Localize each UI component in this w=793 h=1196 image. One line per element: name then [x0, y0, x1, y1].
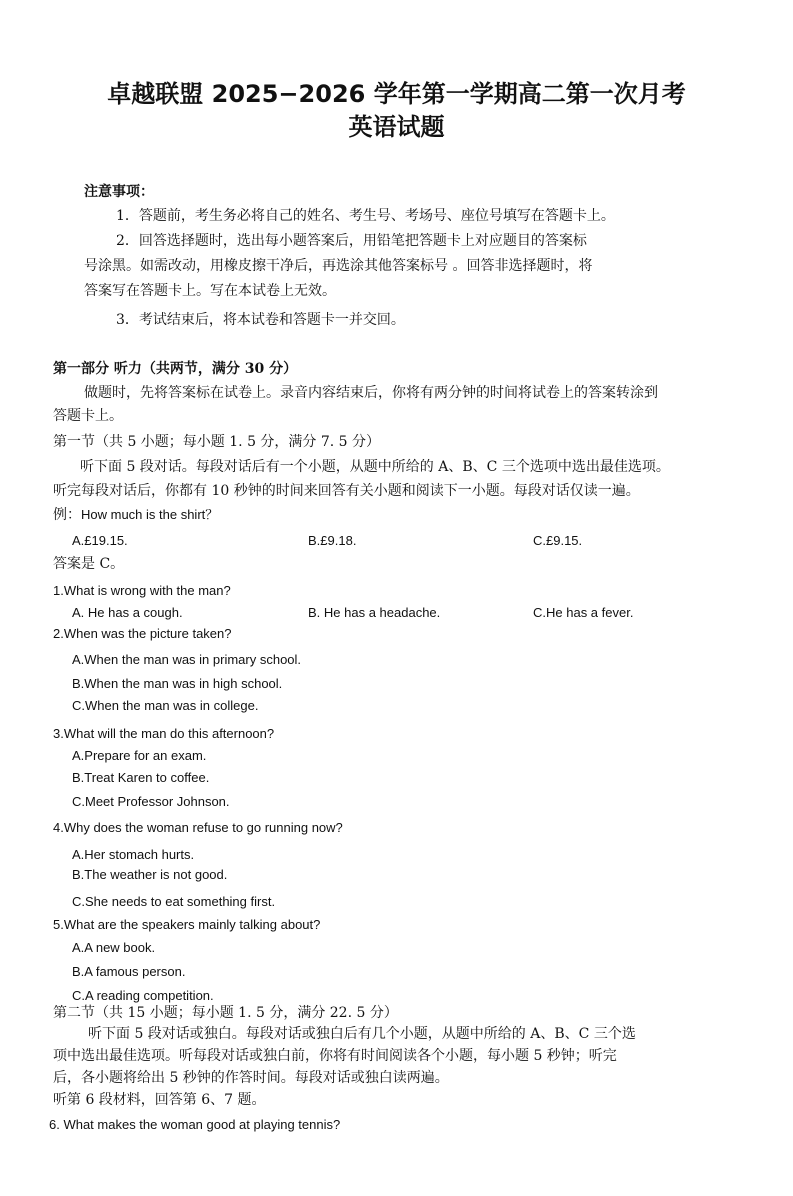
notice-item-2-line1: 2．回答选择题时，选出每小题答案后，用铅笔把答题卡上对应题目的答案标 — [116, 233, 587, 249]
example-option-a: A.£19.15. — [72, 533, 128, 548]
exam-title-line1: 卓越联盟 2025−2026 学年第一学期高二第一次月考 — [107, 80, 686, 108]
question-5-option-b: B.A famous person. — [72, 964, 186, 979]
example-label: 例： — [53, 507, 81, 523]
question-4-option-a: A.Her stomach hurts. — [72, 847, 195, 862]
material-6-instruction: 听第 6 段材料，回答第 6、7 题。 — [53, 1092, 266, 1108]
notice-item-1: 1．答题前，考生务必将自己的姓名、考生号、考场号、座位号填写在答题卡上。 — [116, 208, 615, 224]
question-3-option-b: B.Treat Karen to coffee. — [72, 770, 210, 785]
question-1: 1.What is wrong with the man? — [53, 583, 231, 598]
question-2-option-c: C.When the man was in college. — [72, 698, 259, 713]
section1-heading: 第一节（共 5 小题；每小题 1. 5 分，满分 7. 5 分） — [53, 434, 381, 450]
part1-intro-line2: 答题卡上。 — [53, 408, 123, 424]
example — [53, 506, 218, 524]
notice-heading: 注意事项： — [84, 184, 154, 200]
section1-intro-line2: 听完每段对话后，你都有 10 秒钟的时间来回答有关小题和阅读下一小题。每段对话仅读一遍。 — [53, 483, 640, 499]
question-2: 2.When was the picture taken? — [53, 626, 232, 641]
part1-intro-line1: 做题时，先将答案标在试卷上。录音内容结束后，你将有两分钟的时间将试卷上的答案转涂到 — [84, 385, 658, 401]
question-5-option-a: A.A new book. — [72, 940, 156, 955]
notice-item-3: 3．考试结束后，将本试卷和答题卡一并交回。 — [116, 312, 405, 328]
notice-item-2-line2: 号涂黑。如需改动，用橡皮擦干净后，再选涂其他答案标号 。回答非选择题时，将 — [84, 258, 593, 274]
question-2-option-a: A.When the man was in primary school. — [72, 652, 302, 667]
question-4-option-b: B.The weather is not good. — [72, 867, 228, 882]
question-3-option-a: A.Prepare for an exam. — [72, 748, 207, 763]
section2-intro-line2: 项中选出最佳选项。听每段对话或独白前，你将有时间阅读各个小题，每小题 5 秒钟；听完 — [53, 1048, 617, 1064]
question-3: 3.What will the man do this afternoon? — [53, 726, 275, 741]
section1-intro-line1: 听下面 5 段对话。每段对话后有一个小题，从题中所给的 A、B、C 三个选项中选出最佳选项。 — [80, 459, 670, 475]
question-1-option-c: C.He has a fever. — [533, 605, 634, 620]
question-5: 5.What are the speakers mainly talking about? — [53, 917, 321, 932]
notice-item-2-line3: 答案写在答题卡上。写在本试卷上无效。 — [84, 283, 336, 299]
question-4: 4.Why does the woman refuse to go running now? — [53, 820, 343, 835]
section2-intro-line3: 后，各小题将给出 5 秒钟的作答时间。每段对话或独白读两遍。 — [53, 1070, 449, 1086]
question-2-option-b: B.When the man was in high school. — [72, 676, 283, 691]
example-option-c: C.£9.15. — [533, 533, 583, 548]
example-option-b: B.£9.18. — [308, 533, 357, 548]
question-1-option-b: B. He has a headache. — [308, 605, 441, 620]
question-6: 6. What makes the woman good at playing tennis? — [49, 1117, 341, 1132]
question-5-option-c: C.A reading competition. — [72, 988, 214, 1003]
section2-heading: 第二节（共 15 小题；每小题 1. 5 分，满分 22. 5 分） — [53, 1005, 398, 1021]
question-4-option-c: C.She needs to eat something first. — [72, 894, 276, 909]
question-1-option-a: A. He has a cough. — [72, 605, 183, 620]
part1-heading: 第一部分 听力（共两节，满分 30 分） — [53, 361, 298, 377]
exam-title-line2: 英语试题 — [348, 113, 445, 141]
section2-intro-line1: 听下面 5 段对话或独白。每段对话或独白后有几个小题，从题中所给的 A、B、C 三个选 — [88, 1026, 636, 1042]
question-3-option-c: C.Meet Professor Johnson. — [72, 794, 230, 809]
example-question: How much is the shirt？ — [81, 507, 219, 522]
example-answer: 答案是 C。 — [53, 556, 125, 572]
